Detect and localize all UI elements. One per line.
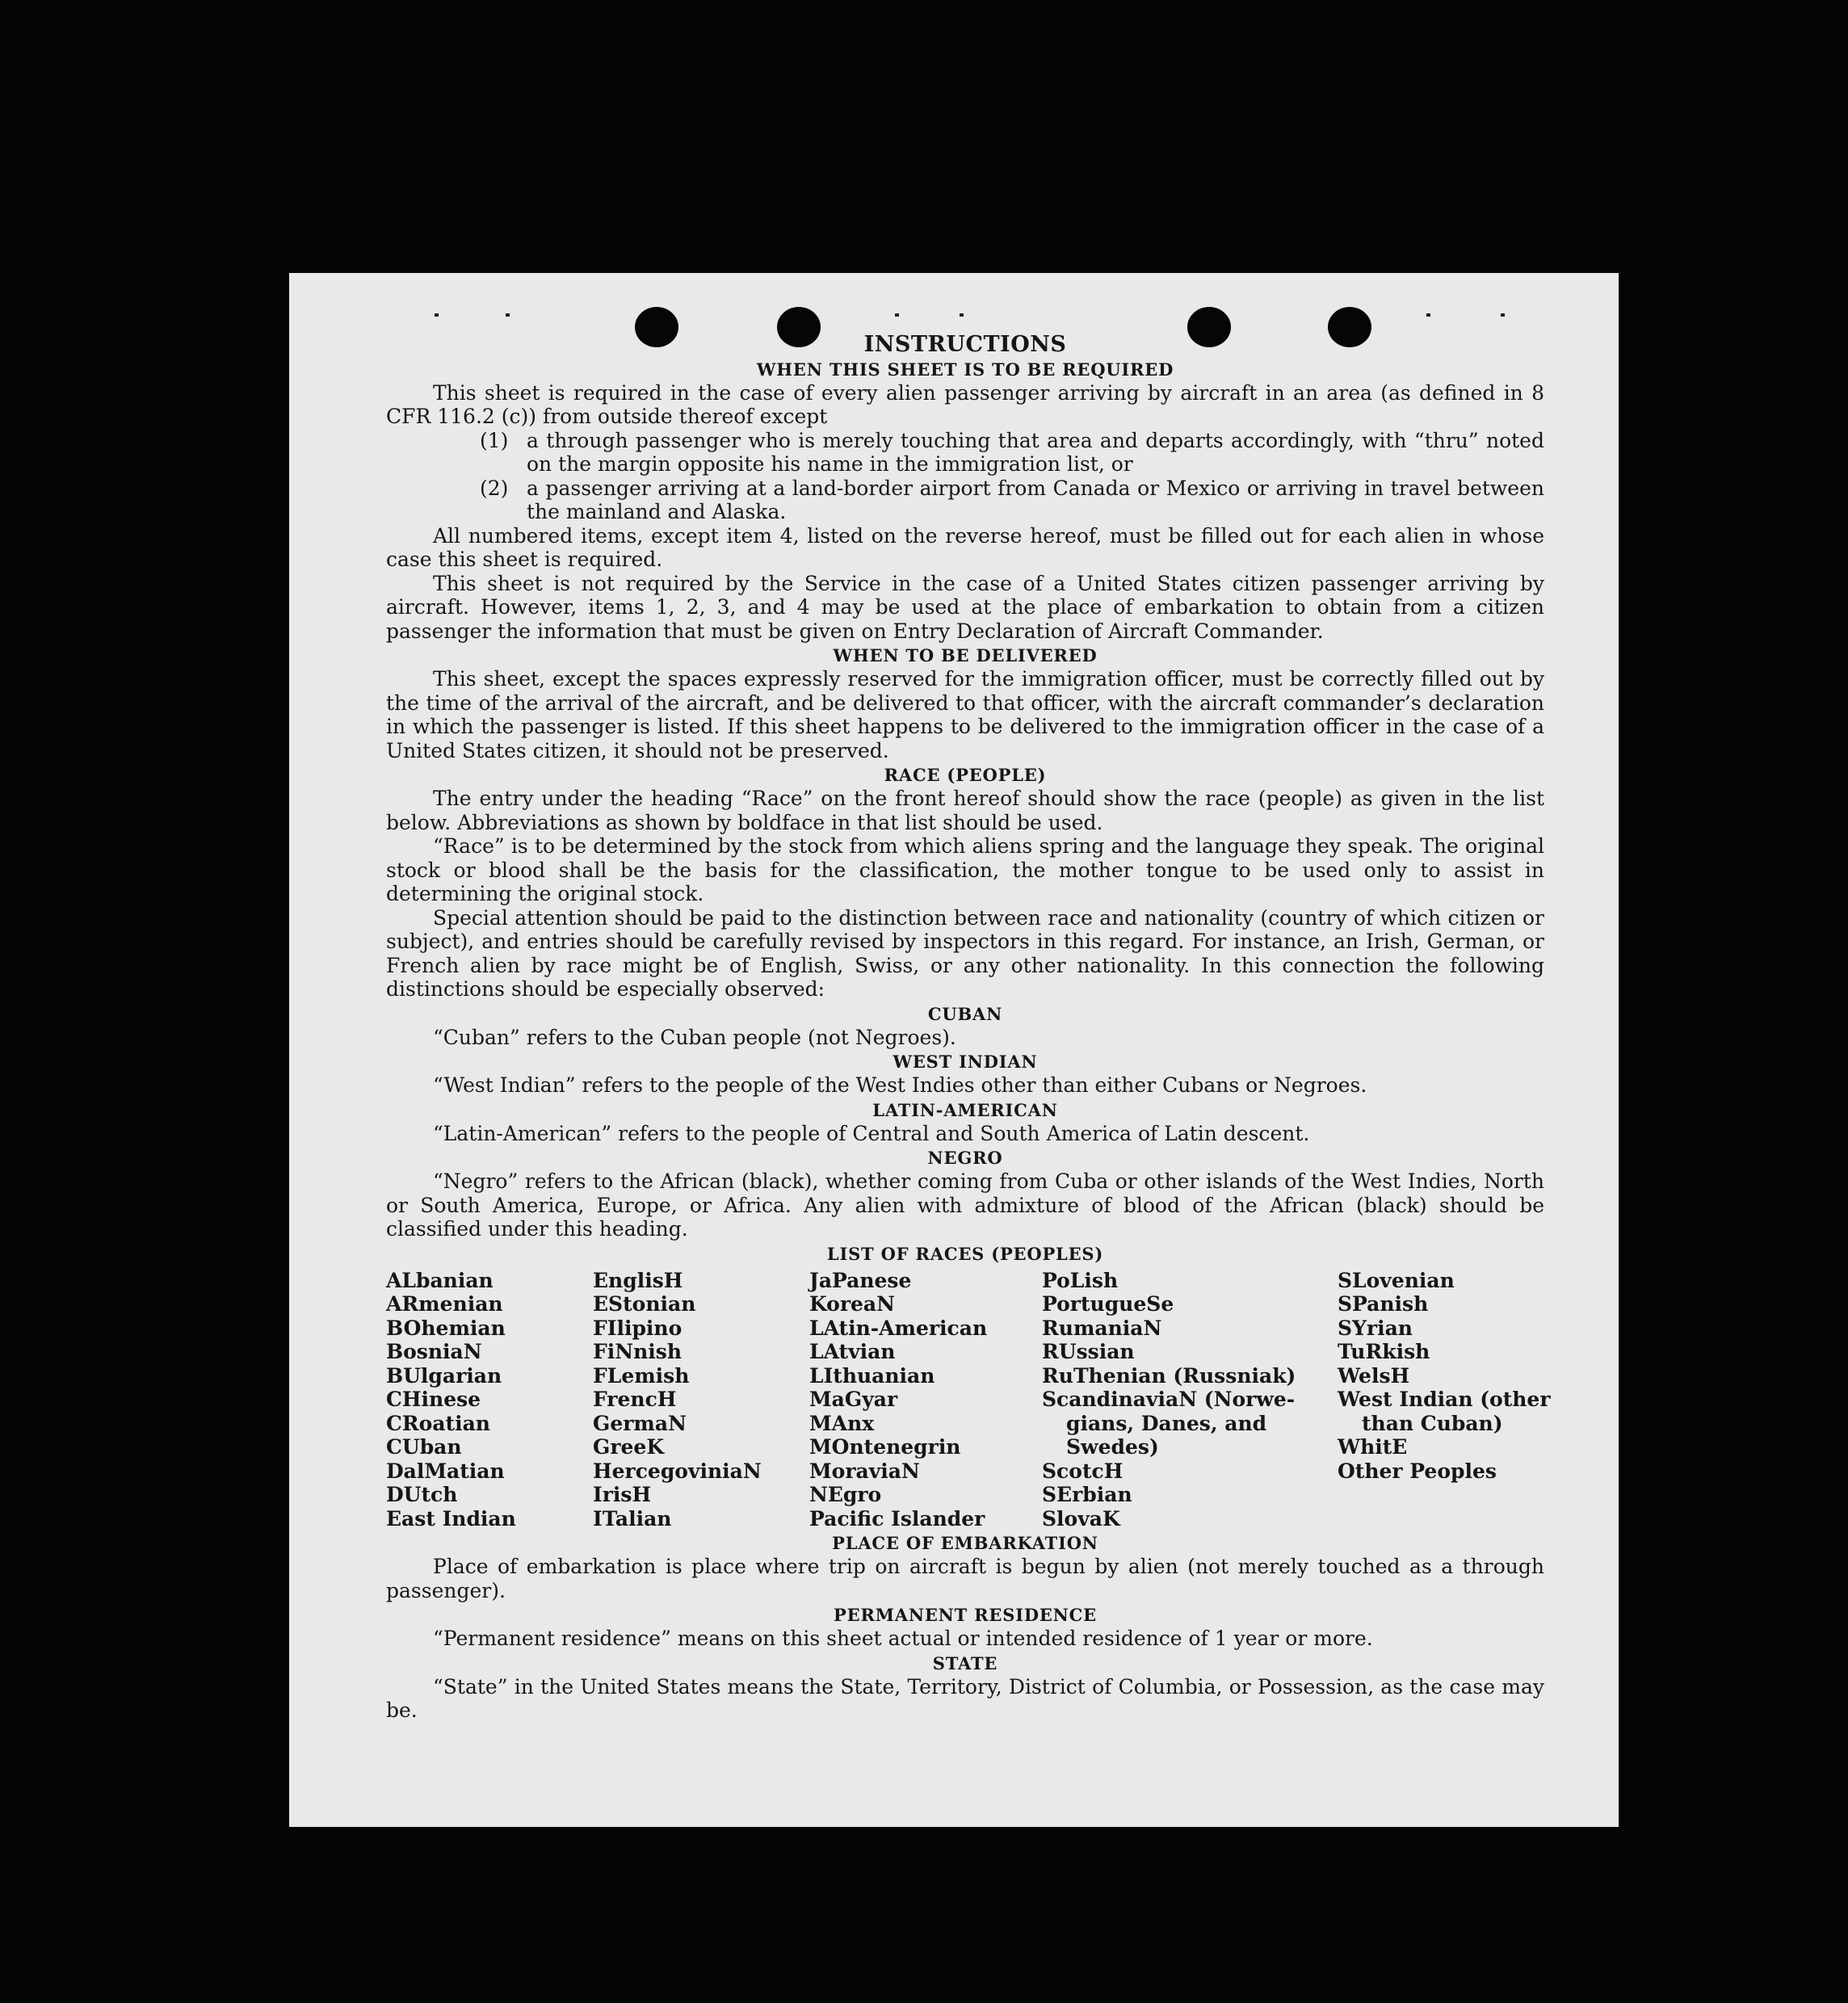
document-title: INSTRUCTIONS [863,332,1067,357]
race-entry: ScandinaviaN (Norwe- [1042,1388,1296,1411]
race-entry: ScotcH [1042,1459,1124,1483]
speck [435,313,439,317]
race-entry: FiNnish [593,1340,682,1363]
race-entry: EStonian [593,1292,696,1316]
document-page [289,273,1619,1827]
heading-race: RACE (PEOPLE) [884,765,1047,785]
race-entry: Pacific Islander [809,1506,985,1531]
paragraph: Special attention should be paid to the distinction between race and nationality (country of which citizen or subject), and entries should be carefully revised by inspectors in this regard. For instance, an Irish, German, or French alien by race might be of English, Swiss, or any other nationality. In this connection the following distinctions should be especially observed: [386,905,1544,1001]
race-entry: WhitE [1338,1435,1408,1459]
race-entry: West Indian (other [1338,1388,1551,1411]
speck [895,313,899,317]
race-entry: MAnx [809,1411,875,1435]
races-list [386,1268,1551,1531]
paragraph: “Permanent residence” means on this sheet actual or intended residence of 1 year or more. [433,1627,1373,1650]
race-entry: GreeK [593,1435,665,1459]
race-entry: IrisH [593,1483,652,1506]
race-entry: ARmenian [386,1292,503,1316]
heading-state: STATE [932,1652,998,1673]
race-entry: MoraviaN [809,1459,920,1483]
race-entry: LIthuanian [809,1363,935,1388]
race-entry: PortugueSe [1042,1292,1174,1316]
paragraph: “Cuban” refers to the Cuban people (not Negroes). [433,1025,956,1049]
races-column [1338,1268,1551,1531]
list-item [480,477,1544,524]
races-column [1042,1269,1338,1531]
race-entry: SPanish [1338,1292,1429,1316]
paragraph: “Latin-American” refers to the people of Central and South America of Latin descent. [433,1121,1310,1145]
race-entry: RuThenian (Russniak) [1042,1363,1296,1388]
heading-permanent-residence: PERMANENT RESIDENCE [834,1605,1097,1625]
item-text: a passenger arriving at a land-border airport from Canada or Mexico or arriving in travel between the mainland and Alaska. [527,476,1544,523]
race-entry: ITalian [593,1506,672,1531]
race-entry: BosniaN [386,1340,482,1363]
race-entry: SlovaK [1042,1506,1120,1531]
race-entry: CUban [386,1435,462,1459]
paragraph: “State” in the United States means the State, Territory, District of Columbia, or Possession, as the case may be. [386,1674,1544,1722]
race-entry-continued: Swedes) [1066,1435,1159,1459]
race-entry: FrencH [593,1388,677,1411]
race-entry: TuRkish [1338,1340,1430,1363]
speck [960,313,964,317]
heading-latin-american: LATIN-AMERICAN [872,1099,1058,1120]
heading-list-of-races: LIST OF RACES (PEOPLES) [826,1243,1104,1264]
list-item [480,429,1544,477]
race-entry: NEgro [809,1483,882,1506]
item-text: a through passenger who is merely touching that area and departs accordingly, with “thru” noted on the margin opposite his name in the immigration list, or [527,428,1544,476]
race-entry: BUlgarian [386,1363,502,1388]
race-entry: CRoatian [386,1411,490,1435]
race-entry: GermaN [593,1411,687,1435]
race-entry: MaGyar [809,1388,898,1411]
heading-cuban: CUBAN [927,1003,1003,1024]
race-entry: MOntenegrin [809,1435,961,1459]
race-entry: SErbian [1042,1483,1132,1506]
race-entry: LAtin-American [809,1316,988,1340]
paragraph: Place of embarkation is place where trip on aircraft is begun by alien (not merely touched as a through passenger). [386,1555,1544,1602]
races-column [809,1269,1042,1531]
race-entry-continued: than Cuban) [1362,1411,1503,1435]
paragraph: “Negro” refers to the African (black), whether coming from Cuba or other islands of the West Indies, North or South America, Europe, or Africa. Any alien with admixture of blood of the African (black) should be classified under this heading. [386,1169,1544,1241]
heading-place-of-embarkation: PLACE OF EMBARKATION [832,1533,1098,1553]
paragraph: “Race” is to be determined by the stock from which aliens spring and the language they speak. The original stock or blood shall be the basis for the classification, the mother tongue to be used only to assist in determining the original stock. [386,834,1544,905]
heading-when-delivered: WHEN TO BE DELIVERED [833,645,1098,666]
races-column [593,1269,809,1531]
race-entry: FLemish [593,1363,690,1388]
race-entry: ALbanian [386,1268,494,1292]
races-column [386,1269,593,1531]
race-entry: HercegoviniaN [593,1459,762,1483]
heading-west-indian: WEST INDIAN [892,1052,1038,1072]
race-entry: CHinese [386,1388,481,1411]
race-entry: SLovenian [1338,1268,1455,1292]
paragraph: This sheet is not required by the Service in the case of a United States citizen passenger arriving by aircraft. However, items 1, 2, 3, and 4 may be used at the place of embarkation to obtain from a citizen passenger the information that must be given on Entry Declaration of Aircraft Commander. [386,571,1544,643]
race-entry: SYrian [1338,1316,1413,1340]
paragraph: This sheet is required in the case of every alien passenger arriving by aircraft in an area (as defined in 8 CFR 116.2 (c)) from outside thereof except [386,380,1544,428]
race-entry: LAtvian [809,1340,896,1363]
item-number: (2) [480,476,509,500]
race-entry: DalMatian [386,1459,505,1483]
race-entry: BOhemian [386,1316,506,1340]
race-entry: WelsH [1338,1363,1410,1388]
race-entry: FIlipino [593,1316,682,1340]
race-entry: PoLish [1042,1268,1119,1292]
race-entry: East Indian [386,1506,516,1531]
item-number: (1) [480,428,509,452]
speck [1426,313,1430,317]
heading-when-required: WHEN THIS SHEET IS TO BE REQUIRED [756,359,1174,380]
race-entry: JaPanese [809,1268,912,1292]
race-entry: DUtch [386,1483,458,1506]
paragraph: This sheet, except the spaces expressly reserved for the immigration officer, must be correctly filled out by the time of the arrival of the aircraft, and be delivered to that officer, with the aircraft commander’s declaration in which the passenger is listed. If this sheet happens to be delivered to the immigration officer in the case of a United States citizen, it should not be preserved. [386,667,1544,762]
heading-negro: NEGRO [927,1148,1003,1168]
race-entry: RumaniaN [1042,1316,1162,1340]
race-entry: EnglisH [593,1268,683,1292]
paragraph: “West Indian” refers to the people of the West Indies other than either Cubans or Negroes. [433,1073,1367,1097]
race-entry: RUssian [1042,1340,1135,1363]
speck [506,313,510,317]
document-content [386,332,1551,1723]
speck [1501,313,1505,317]
race-entry: KoreaN [809,1292,895,1316]
paragraph: The entry under the heading “Race” on the front hereof should show the race (people) as given in the list below. Abbreviations as shown by boldface in that list should be used. [386,787,1544,834]
paragraph: All numbered items, except item 4, listed on the reverse hereof, must be filled out for each alien in whose case this sheet is required. [386,523,1544,571]
race-entry-continued: gians, Danes, and [1066,1411,1267,1435]
race-entry: Other Peoples [1338,1459,1497,1483]
